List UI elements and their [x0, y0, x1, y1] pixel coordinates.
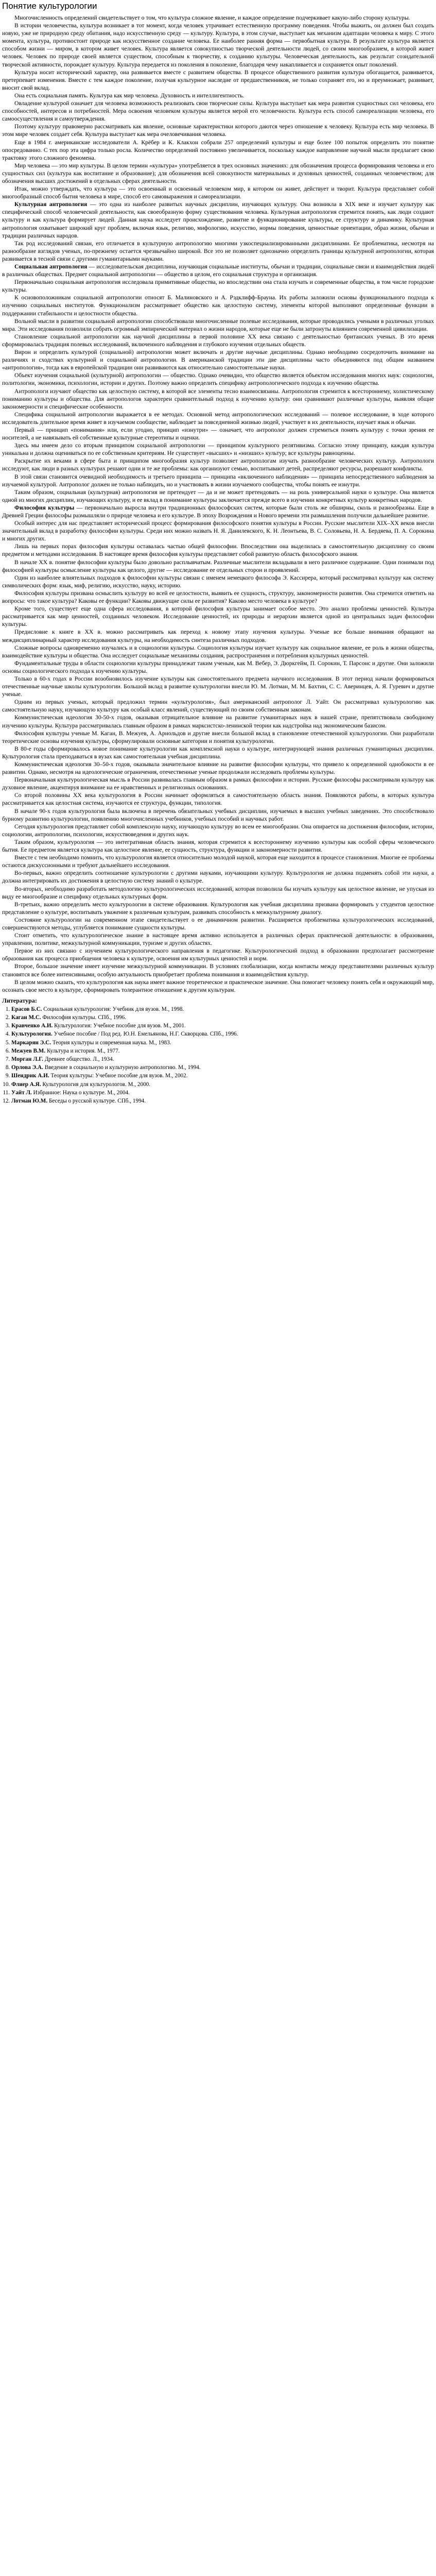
paragraph: Таким образом, культурология — это интегративная область знания, которая стремится к всестороннему изучению культуры как особой сферы человеческого бытия. Ее предметом является культура как целостное явление, ее сущность, структура, функции и закономерности развития. [2, 838, 434, 854]
paragraph: Овладение культурой означает для человека возможность реализовать свои творческие силы. Культура выступает как мера развития сущностных сил человека, его способностей, интересов и потребностей. Мера освоения человеком культуры является мерой его человечности. Культура есть способ самореализации человека, его самоосуществления и самоутверждения. [2, 100, 434, 123]
paragraph: Сегодня культурология представляет собой комплексную науку, изучающую культуру во всем ее многообразии. Она опирается на достижения философии, истории, социологии, антропологии, психологии, искусствоведения и других наук. [2, 823, 434, 838]
paragraph: Коммунистическая идеология 30–50-х годов, оказывала значительное влияние на развитие философии культуры, что привело к определенной однобокости в ее развитии. Однако, несмотря на идеологические ограничения, отечественные ученые продолжали исследовать проблемы культуры. [2, 761, 434, 776]
reference-text: Культурология: Учебное пособие для вузов. М., 2001. [54, 1023, 186, 1029]
paragraph-text: — исследовательская дисциплина, изучающая социальные институты, обычаи и традиции, социальные связи и взаимодействия людей в различных обществах. Предмет социальной антропологии — общество в целом, его социальная структура и организация. [2, 263, 434, 278]
reference-item [11, 1022, 434, 1029]
reference-text: Теория культуры и современная наука. М., 1983. [52, 1039, 171, 1046]
paragraph: Итак, можно утверждать, что культура — это освоенный и освоенный человеком мир, в котором он живет, действует и творит. Культура представляет собой многообразный способ бытия человека в мире, способ его самовыражения и самореализации. [2, 185, 434, 200]
reference-text: Культурология для культурологов. М., 2000. [42, 1081, 151, 1088]
reference-author: Маркарян Э.С. [11, 1039, 51, 1046]
reference-item [11, 1097, 434, 1105]
paragraph: Предисловие к книге в XX в. можно рассматривать как переход к новому этапу изучения культуры. Ученые все больше внимания обращают на междисциплинарный характер исследования культуры, на необходимость синтеза различных подходов. [2, 629, 434, 643]
reference-item [11, 1072, 434, 1079]
paragraph-term: Культурная антропология [14, 201, 88, 208]
paragraph: В целом можно сказать, что культурология как наука имеет важное теоретическое и практическое значение. Она помогает человеку понять себя и окружающий мир, осознать свое место в культуре, сформировать толерантное отношение к другим культурам. [2, 978, 434, 993]
paragraph: В-третьих, важно определить место культурологии в системе образования. Культурология как учебная дисциплина призвана формировать у студентов целостное представление о культуре, воспитывать уважение к различным культурам, развивать способность к межкультурному диалогу. [2, 901, 434, 916]
paragraph: Второе, большое значение имеет изучение межкультурной коммуникации. В условиях глобализации, когда контакты между представителями различных культур становятся все более интенсивными, особую актуальность приобретает проблема понимания и взаимодействия культур. [2, 963, 434, 978]
paragraph: Таким образом, социальная (культурная) антропология не претендует — да и не может претендовать — на роль универсальной науки о культуре. Она является одной из многих дисциплин, изучающих культуру, и ее вклад в понимание культуры заключается прежде всего в изучении конкретных культур конкретных народов. [2, 488, 434, 503]
document-page [0, 0, 436, 1110]
paragraph: Философия культуры призвана осмыслить культуру во всей ее целостности, выявить ее сущность, структуру, закономерности развития. Она стремится ответить на вопросы: что такое культура? Каковы ее функции? Каковы движущие силы ее развития? Каково место человека в культуре? [2, 589, 434, 605]
paragraph: Стоит отметить, что культурологическое знание в настоящее время активно используется в различных сферах практической деятельности: в образовании, управлении, политике, межкультурной коммуникации, туризме и других областях. [2, 932, 434, 947]
paragraph: Так род исследований связан, его отличается в культурную антропологию многими узкоспециализированными дисциплинами. Ее проблематика, несмотря на разнообразие взглядов ученых, по-прежнему остается чрезвычайно широкой. Все это не позволяет однозначно определить границы культурной антропологии, которая развивается в тесной связи с другими гуманитарными науками. [2, 240, 434, 262]
reference-text: Беседы о русской культуре. СПб., 1994. [48, 1098, 146, 1105]
reference-author: Орлова Э.А. [11, 1064, 43, 1071]
paragraph: В этой связи становится очевидной необходимость и третьего принципа — принципа «включенного наблюдения» — принципа непосредственного наблюдения за изучаемой культурой. Антрополог должен не только наблюдать, но и участвовать в жизни изучаемого сообщества, чтобы понять ее изнутри. [2, 473, 434, 488]
reference-author: Морган Л.Г. [11, 1056, 43, 1063]
paragraph: Мир человека — это мир культуры. В целом термин «культура» употребляется в трех основных значениях: для обозначения процесса формирования человека и его сущностных сил (культура как воспитание и образование); для обозначения всей совокупности материальных и духовных ценностей, созданных человечеством; для обозначения высших достижений в отдельных сферах деятельности. [2, 162, 434, 184]
body-text [2, 14, 434, 994]
page-title: Понятие культурологии [2, 1, 97, 11]
references-list [2, 1006, 434, 1105]
reference-item [11, 1039, 434, 1046]
reference-author: Каган М.С. [11, 1014, 41, 1021]
paragraph: Вместе с тем необходимо помнить, что культурология является относительно молодой наукой, которая еще находится в процессе становления. Многие ее проблемы остаются дискуссионными и требуют дальнейшего исследования. [2, 854, 434, 869]
references-title: Литература: [2, 996, 37, 1004]
reference-text: Теория культуры: Учебное пособие для вузов. М., 2002. [50, 1073, 188, 1079]
paragraph: Со второй половины XX века культурология в России начинает оформляться в самостоятельную область знания. Появляются работы, в которых культура рассматривается как целостная система, изучаются ее структура, функции, типология. [2, 792, 434, 807]
paragraph-term: Философия культуры [14, 504, 75, 511]
reference-author: Культурология. [11, 1031, 53, 1038]
reference-author: Флиер А.Я. [11, 1081, 41, 1088]
paragraph: В начале XX в. понятие философии культуры было довольно расплывчатым. Различные мыслители вкладывали в него различное содержание. Одни понимали под философией культуры осмысление культуры как целого, другие — исследование ее отдельных сторон и проявлений. [2, 558, 434, 573]
reference-item [11, 1030, 434, 1038]
reference-author: Межуев В.М. [11, 1047, 46, 1054]
paragraph: Один из наиболее влиятельных подходов к философии культуры связан с именем немецкого философа Э. Кассирера, который рассматривал культуру как систему символических форм: язык, миф, религию, искусство, науку, историю. [2, 574, 434, 589]
reference-text: Введение в социальную и культурную антропологию. М., 1994. [44, 1064, 201, 1071]
paragraph: Специфика социальной антропологии выражается в ее методах. Основной метод антропологических исследований — полевое исследование, в ходе которого исследователь длительное время живет в изучаемом сообществе, наблюдает за повседневной жизнью людей, участвует в их деятельности, изучает язык и обычаи. [2, 411, 434, 426]
reference-item [11, 1006, 434, 1013]
reference-author: Кравченко А.И. [11, 1023, 53, 1029]
paragraph: Особый интерес для нас представляет исторический процесс формирования философского понятия культуры в России. Русские мыслители XIX–XX веков внесли значительный вклад в разработку философии культуры. Среди них можно назвать Н. Я. Данилевского, К. Н. Леонтьева, В. С. Соловьева, Н. А. Бердяева, П. А. Сорокина и многих других. [2, 520, 434, 543]
paragraph-text: — это одна из наиболее развитых научных дисциплин, изучающих культуру. Она возникла в XIX веке и изучает культуру как специфический способ человеческой деятельности, как своеобразную форму существования человека. Культурная антропология стремится понять, как люди создают культуру и как культура формирует людей. Данная наука исследует происхождение, развитие и функционирование культуры, ее структуру и динамику. Культурная антропология охватывает широкий круг проблем, включая язык, религию, мифологию, искусство, нормы поведения, ценностные ориентации, образ жизни, обычаи и традиции различных народов. [2, 201, 434, 239]
paragraph: Раскрытие их веками в сфере быта и принципом многообразия культур позволяет антропологам изучать разнообразие человеческих культур. Антропологи исследуют, как люди в разных культурах решают одни и те же проблемы: как организуют семью, воспитывают детей, распределяют ресурсы, разрешают конфликты. [2, 457, 434, 472]
reference-author: Уайт Л. [11, 1089, 32, 1096]
paragraph: Становление социальной антропологии как научной дисциплины в первой половине XX века связано с деятельностью британских ученых. В это время сформировалась традиция полевых исследований, включенного наблюдения и глубокого изучения отдельных обществ. [2, 333, 434, 348]
paragraph: Первое из них связано с изучением культурологического направления в педагогике. Культурологический подход в образовании предполагает рассмотрение образования как процесса приобщения человека к культуре, освоения им культурных ценностей и норм. [2, 947, 434, 962]
paragraph: В 80-е годы сформировалось новое понимание культурологии как комплексной науки о культуре, интегрирующей знания различных гуманитарных дисциплин. Культурология стала преподаваться в вузах как самостоятельная учебная дисциплина. [2, 745, 434, 760]
paragraph: Первоначально социальная антропология исследовала примитивные общества, но впоследствии она стала изучать и современные общества, в том числе городские культуры. [2, 279, 434, 294]
paragraph: К основоположникам социальной антропологии относят Б. Малиновского и А. Рэдклифф-Брауна. Их работы заложили основы функционального подхода к изучению социальных институтов. Функционализм рассматривает общество как целостную систему, элементы которой выполняют определенные функции в поддержании стабильности и целостности общества. [2, 294, 434, 317]
paragraph-text: — первоначально выросла внутри традиционных философских систем, которые были столь же обширны, сколь и разнообразны. Еще в Древней Греции философы размышляли о природе человека и его культуре. В эпоху Возрождения и Нового времени эти размышления получили дальнейшее развитие. [2, 504, 434, 519]
paragraph: В истории человечества, культура возникает в тот момент, когда человек утрачивает естественную программу поведения. Чтобы выжить, он должен был создать новую, уже не природную среду обитания, надо искусственную среду — культуру. Культура, в этом случае, выступает как механизм адаптации человека к миру. С этого момента, культура, противостоит природе как искусственное создание человека. Ее наиболее ранняя форма — первобытная культура. В результате культура является способом жизни — миром, в котором живет человек. Культура является совокупностью творческой деятельности людей, со своим многообразием, в которой живет человек. Человек по природе своей является существом, способным к творчеству, к созданию культуры. Человеческая деятельность, как результат созидательной творческой активности, порождает культуру. Культура передается из поколения в поколение, благодаря чему накапливается и сохраняется опыт поколений. [2, 22, 434, 68]
paragraph: Вирон и определить культурой (социальной) антропологии может включать и другие научные дисциплины. Однако необходимо сосредоточить внимание на различиях и сходствах культурной и социальной антропологии. В американской традиции эти две дисциплины часто объединяются под общим названием «антропология», тогда как в европейской традиции они развиваются как относительно самостоятельные науки. [2, 349, 434, 371]
paragraph: Она есть социальная память. Культура как мир человека. Духовность и интеллигентность. [14, 92, 245, 99]
reference-item [11, 1089, 434, 1096]
reference-item [11, 1047, 434, 1055]
reference-text: Философия культуры. СПб., 1996. [42, 1014, 127, 1021]
reference-item [11, 1014, 434, 1021]
paragraph: Антропологи изучают общество как целостную систему, в которой все элементы тесно взаимосвязаны. Антропология стремится к всестороннему, холистическому пониманию культуры и общества. Для антропологов характерен сравнительный подход к изучению культур: они сравнивают различные культуры, выявляя общие закономерности и специфические особенности. [2, 387, 434, 410]
paragraph: Во-первых, важно определить соотношение культурологии с другими науками, изучающими культуру. Культурология не должна подменять собой эти науки, а должна интегрировать их достижения в целостную систему знаний о культуре. [2, 870, 434, 885]
paragraph: Поэтому культуру правомерно рассматривать как явление, основные характеристики которого даются через отношение к человеку. Культура есть мир человека. В этом мире человек создает себя. Культура выступает как мера очеловечивания человека. [2, 123, 434, 138]
paragraph [2, 504, 434, 519]
paragraph: Многочисленность определений свидетельствует о том, что культура сложное явление, и каждое определение подчеркивает какую-либо сторону культуры. [14, 14, 410, 21]
paragraph: Здесь мы имеем дело со вторым принципом социальной антропологии — принципом культурного релятивизма. Согласно этому принципу, каждая культура уникальна и должна оцениваться по ее собственным критериям. Не существует «высших» и «низших» культур; все культуры равноценны. [2, 442, 434, 457]
paragraph: Первоначальная культурологическая мысль в России развивалась главным образом в рамках философии и истории. Русские философы рассматривали культуру как духовное явление, акцентируя внимание на ее нравственных и религиозных основаниях. [2, 776, 434, 791]
paragraph: Объект изучения социальной (культурной) антропологии — общество. Однако очевидно, что общество является объектом исследования многих наук: социологии, политологии, экономики, психологии, истории и других. Поэтому важно определить специфику антропологического подхода к изучению общества. [2, 372, 434, 387]
reference-item [11, 1081, 434, 1088]
paragraph [2, 263, 434, 278]
paragraph: Сложные вопросы одновременно изучались и в социологии культуры. Социология культуры изучает культуру как социальное явление, ее роль в жизни общества, взаимодействие культуры и общества. Она исследует социальные механизмы создания, распространения и потребления культурных ценностей. [2, 644, 434, 659]
paragraph: Кроме того, существует еще одна сфера исследования, в которой философия культуры занимает особое место. Это анализ проблемы ценностей. Культура рассматривается как мир ценностей, созданных человеком. Исследование ценностей, их природы и иерархии является одной из центральных задач философии культуры. [2, 605, 434, 628]
paragraph: Философия культуры ученые М. Каган, В. Межуев, А. Арнольдов и другие внесли большой вклад в становление отечественной культурологии. Они разработали теоретические основы изучения культуры, сформулировали основные категории и понятия культурологии. [2, 730, 434, 744]
paragraph: Одним из первых ученых, который предложил термин «культурология», был американский антрополог Л. Уайт. Он рассматривал культурологию как самостоятельную науку, изучающую культуру как особый класс явлений, существующий по своим собственным законам. [2, 699, 434, 714]
paragraph: Коммунистическая идеология 30-50-х годов, оказывая отрицательное влияние на развитие гуманитарных наук в нашей стране, препятствовала свободному изучению культуры. Культура рассматривалась главным образом в рамках марксистско-ленинской теории как надстройка над экономическим базисом. [2, 714, 434, 729]
reference-author: Ерасов Б.С. [11, 1006, 42, 1012]
paragraph: Только в 60-х годах в России возобновилось изучение культуры как самостоятельного предмета научного исследования. В этот период начали формироваться отечественные научные школы культурологии. Большой вклад в развитие культурологии внесли Ю. М. Лотман, М. М. Бахтин, С. С. Аверинцев, А. Я. Гуревич и другие ученые. [2, 675, 434, 698]
paragraph [2, 200, 434, 239]
reference-author: Шендрик А.И. [11, 1073, 49, 1079]
paragraph-term: Социальная антропология [14, 263, 88, 270]
reference-item [11, 1056, 434, 1063]
paragraph: Фундаментальные труды в области социологии культуры принадлежат таким ученым, как М. Вебер, Э. Дюркгейм, П. Сорокин, Т. Парсонс и другие. Они заложили основы социологического подхода к изучению культуры. [2, 659, 434, 674]
reference-text: Социальная культурология: Учебник для вузов. М., 1998. [43, 1006, 184, 1012]
paragraph: В начале 90-х годов культурология была включена в перечень обязательных учебных дисциплин, изучаемых в высших учебных заведениях. Это способствовало бурному развитию культурологии, появлению многочисленных учебников, учебных пособий и научных работ. [2, 807, 434, 822]
paragraph: Культура носит исторический характер, она развивается вместе с развитием общества. В процессе общественного развития культура обогащается, развивается, претерпевает изменения. Вместе с тем каждое поколение, получая культурное наследие от предшественников, не только сохраняет его, но и преумножает, развивает, вносит свой вклад. [2, 69, 434, 91]
paragraph: Еще в 1984 г. американские исследователи А. Крёбер и К. Клакхон собрали 257 определений культуры и еще более 100 попыток определить это понятие опосредованно. С тех пор эта цифра только росла. Количество определений постоянно увеличивается, поскольку каждое направление научной мысли предлагает свою трактовку этого сложного феномена. [2, 139, 434, 161]
paragraph: Состояние культурологии на современном этапе свидетельствует о ее динамичном развитии. Расширяется проблематика культурологических исследований, совершенствуются методы, углубляется понимание сущности культуры. [2, 916, 434, 931]
paragraph: Лишь на первых порах философия культуры оставалась частью общей философии. Впоследствии она выделилась в самостоятельную дисциплину со своим предметом и методами исследования. В настоящее время философия культуры представляет собой развитую область философского знания. [2, 543, 434, 558]
paragraph: Вольной мысли в развитии социальной антропологии способствовали многочисленные полевые исследования, которые проводились учеными в различных уголках мира. Эти исследования позволили собрать огромный эмпирический материал о жизни народов, которые еще не были затронуты влиянием современной цивилизации. [2, 317, 434, 332]
reference-text: Культура и история. М., 1977. [46, 1047, 120, 1054]
reference-text: Избранное: Наука о культуре. М., 2004. [33, 1089, 130, 1096]
reference-text: Учебное пособие / Под ред. Ю.Н. Емельянова, Н.Г. Скворцова. СПб., 1996. [54, 1031, 238, 1038]
paragraph: Первый — принцип «понимания» или, если угодно, принцип «изнутри» — означает, что антрополог должен стремиться понять культуру с точки зрения ее носителей, а не навязывать ей собственные культурные стереотипы и оценки. [2, 426, 434, 442]
reference-text: Древнее общество. Л., 1934. [44, 1056, 114, 1063]
reference-item [11, 1064, 434, 1071]
reference-author: Лотман Ю.М. [11, 1098, 48, 1105]
paragraph: Во-вторых, необходимо разработать методологию культурологических исследований, которая позволила бы изучать культуру как целостное явление, не упуская из виду ее многообразие и специфику отдельных культурных форм. [2, 885, 434, 900]
